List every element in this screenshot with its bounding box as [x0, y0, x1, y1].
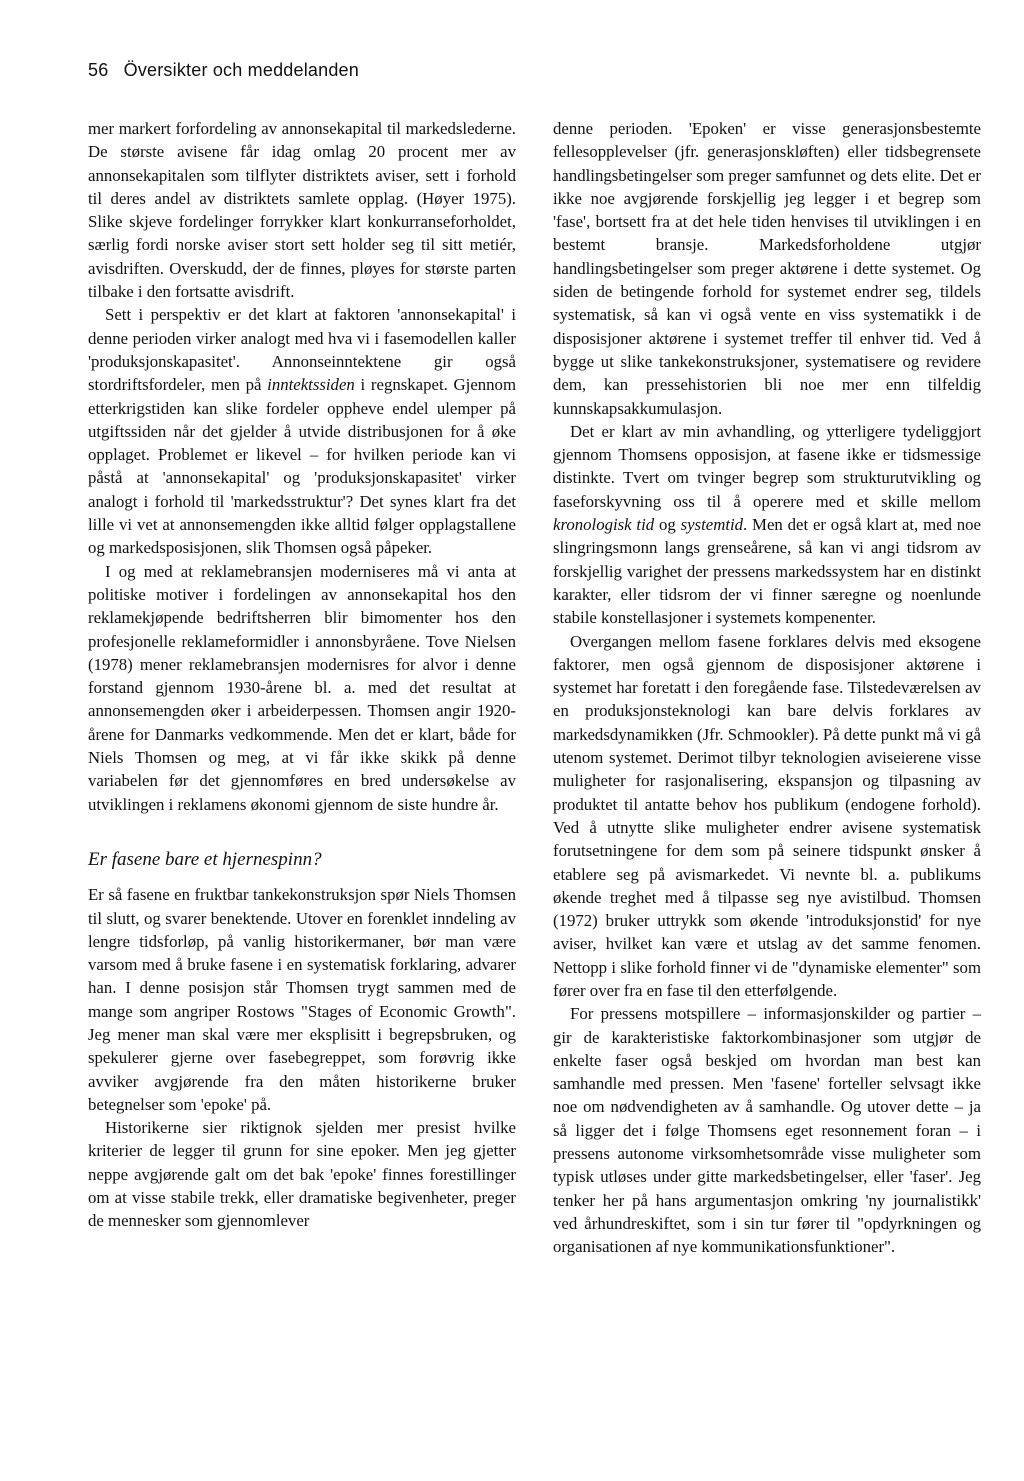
right-column [553, 117, 981, 1259]
paragraph: Det er klart av min avhandling, og ytterligere tydeliggjort gjennom Thomsens opposisjon, at fasene ikke er tidsmessige distinkte. Tvert om tvinger begrep som strukturutvikling og faseforskyvning oss til å operere med et skille mellom kronologisk tid og systemtid. Men det er også klart at, med noe slingringsmonn langs grenseårene, så kan vi angi tidsrom av forskjellig varighet der pressens markedssystem har en distinkt karakter, eller tidsrom der vi finner særegne og noenlunde stabile konstellasjoner i systemets kompenenter. [553, 421, 982, 628]
paragraph: Sett i perspektiv er det klart at faktoren 'annonsekapital' i denne perioden virker analogt med hva vi i fasemodellen kaller 'produksjonskapasitet'. Annonseinntektene gir også stordriftsfordeler, men på inntektssiden i regnskapet. Gjennom etterkrigstiden kan slike fordeler oppheve endel ulemper på utgiftssiden når det gjelder å utvide distribusjonen for å øke opplaget. Problemet er likevel – for hvilken periode kan vi påstå at 'annonsekapital' og 'produksjonskapasitet' virker analogt i forhold til 'markedsstruktur'? Det synes klart fra det lille vi vet at annonsemengden ikke alltid følger opplagstallene og markedsposisjonen, slik Thomsen også påpeker. [88, 305, 517, 558]
page-number: 56 [88, 60, 109, 80]
emphasis: systemtid [680, 515, 744, 535]
emphasis: inntektssiden [267, 375, 355, 395]
paragraph: Historikerne sier riktignok sjelden mer presist hvilke kriterier de legger til grunn for sine epoker. Men jeg gjetter neppe avgjørende galt om det bak 'epoke' finnes forestillinger om at visse stabile trekk, eller dramatiske begivenheter, preger de mennesker som gjennomlever [88, 1118, 516, 1231]
section-heading: Er fasene bare et hjernespinn? [88, 848, 322, 870]
running-head [88, 60, 359, 81]
paragraph: denne perioden. 'Epoken' er visse generasjonsbestemte fellesopplevelser (jfr. generasjonskløften) eller tidsbegrensete handlingsbetingelser som preger samfunnet og dets elite. Det er ikke noe avgjørende forskjellig jeg legger i et begrep som 'fase', bortsett fra at det hele tiden henvises til utviklingen i en bestemt bransje. Markedsforholdene utgjør handlingsbetingelser som preger aktørene i dette systemet. Og siden de betingende forhold for systemet endrer seg, tildels systematisk, så kan vi også vente en viss systematikk i de disposisjoner aktørene i systemet treffer til enhver tid. Ved å bygge ut slike tankekonstruksjoner, systematisere og revidere dem, kan pressehistorien bli noe mer enn tilfeldig kunnskapsakkumulasjon. [553, 119, 981, 418]
paragraph: For pressens motspillere – informasjonskilder og partier – gir de karakteristiske faktorkombinasjoner som utgjør de enkelte faser også beskjed om hvordan man best kan samhandle med pressen. Men 'fasene' forteller selvsagt ikke noe om nødvendigheten av å samhandle. Og utover dette – ja så ligger det i følge Thomsens eget resonnement foran – i pressens autonome virksomhetsområde visse muligheter som typisk utløses under gitte markedsbetingelser, eller 'faser'. Jeg tenker her på hans argumentasjon omkring 'ny journalistikk' ved århundreskiftet, som i sin tur fører til "opdyrkningen og organisationen af nye kommunikationsfunktioner". [553, 1004, 981, 1257]
paragraph: mer markert forfordeling av annonsekapital til markedslederne. De største avisene får idag omlag 20 procent mer av annonsekapitalen som tilflyter distriktets aviser, sett i forhold til deres andel av distriktets samlete opplag. (Høyer 1975). Slike skjeve fordelinger forrykker klart konkurranseforholdet, særlig fordi norske aviser stort sett holder seg til sitt metiér, avisdriften. Overskudd, der de finnes, pløyes for største parten tilbake i den fortsatte avisdrift. [88, 119, 516, 302]
paragraph: Er så fasene en fruktbar tankekonstruksjon spør Niels Thomsen til slutt, og svarer benektende. Utover en forenklet inndeling av lengre tidsforløp, på vanlig historikermaner, bør man være varsom med å bruke fasene i en systematisk forklaring, advarer han. I denne posisjon står Thomsen trygt sammen med de mange som angriper Rostows "Stages of Economic Growth". Jeg mener man skal være mer eksplisitt i begrepsbruken, og spekulerer gjerne over fasebegreppet, som forøvrig ikke avviker avgjørende fra den måten historikerne bruker betegnelser som 'epoke' på. [88, 885, 516, 1114]
paragraph: I og med at reklamebransjen moderniseres må vi anta at politiske motiver i fordelingen av annonsekapital hos den reklamekjøpende bedriftsherren blir bimomenter hos den profesjonelle reklameformidler i annonsbyråene. Tove Nielsen (1978) mener reklamebransjen modernisres for alvor i denne forstand gjennom 1930-årene bl. a. med det resultat at annonsemengden øker i arbeiderpessen. Thomsen angir 1920-årene for Danmarks vedkommende. Men det er klart, både for Niels Thomsen og meg, at vi får ikke skikk på denne variabelen før det gjennomføres en bred undersøkelse av utviklingen i reklamens økonomi gjennom de siste hundre år. [88, 561, 516, 814]
emphasis: kronologisk tid [553, 515, 655, 535]
left-column [88, 117, 516, 1233]
paragraph: Overgangen mellom fasene forklares delvis med eksogene faktorer, men også gjennom de disposisjoner aktørene i systemet har foretatt i den foregående fase. Tilstedeværelsen av en produksjonsteknologi kan bare delvis forklares av markedsdynamikken (Jfr. Schmookler). På dette punkt må vi gå utenom systemet. Derimot tilbyr teknologien aviseierene visse muligheter for rasjonalisering, ekspansjon og tilpasning av produktet til antatte behov hos publikum (endogene forhold). Ved å utnytte slike muligheter endrer avisene systematisk forutsetningene for dem som på seinere tidspunkt ønsker å etablere seg på avismarkedet. Vi nevnte bl. a. publikums økende treghet med å tilpasse seg nye avistilbud. Thomsen (1972) bruker uttrykk som økende 'introduksjonstid' for nye aviser, hvilket kan være et utslag av det samme fenomen. Nettopp i slike forhold finner vi de "dynamiske elementer" som fører over fra en fase til den etterfølgende. [553, 631, 981, 1000]
journal-section-title: Översikter och meddelanden [123, 60, 359, 80]
